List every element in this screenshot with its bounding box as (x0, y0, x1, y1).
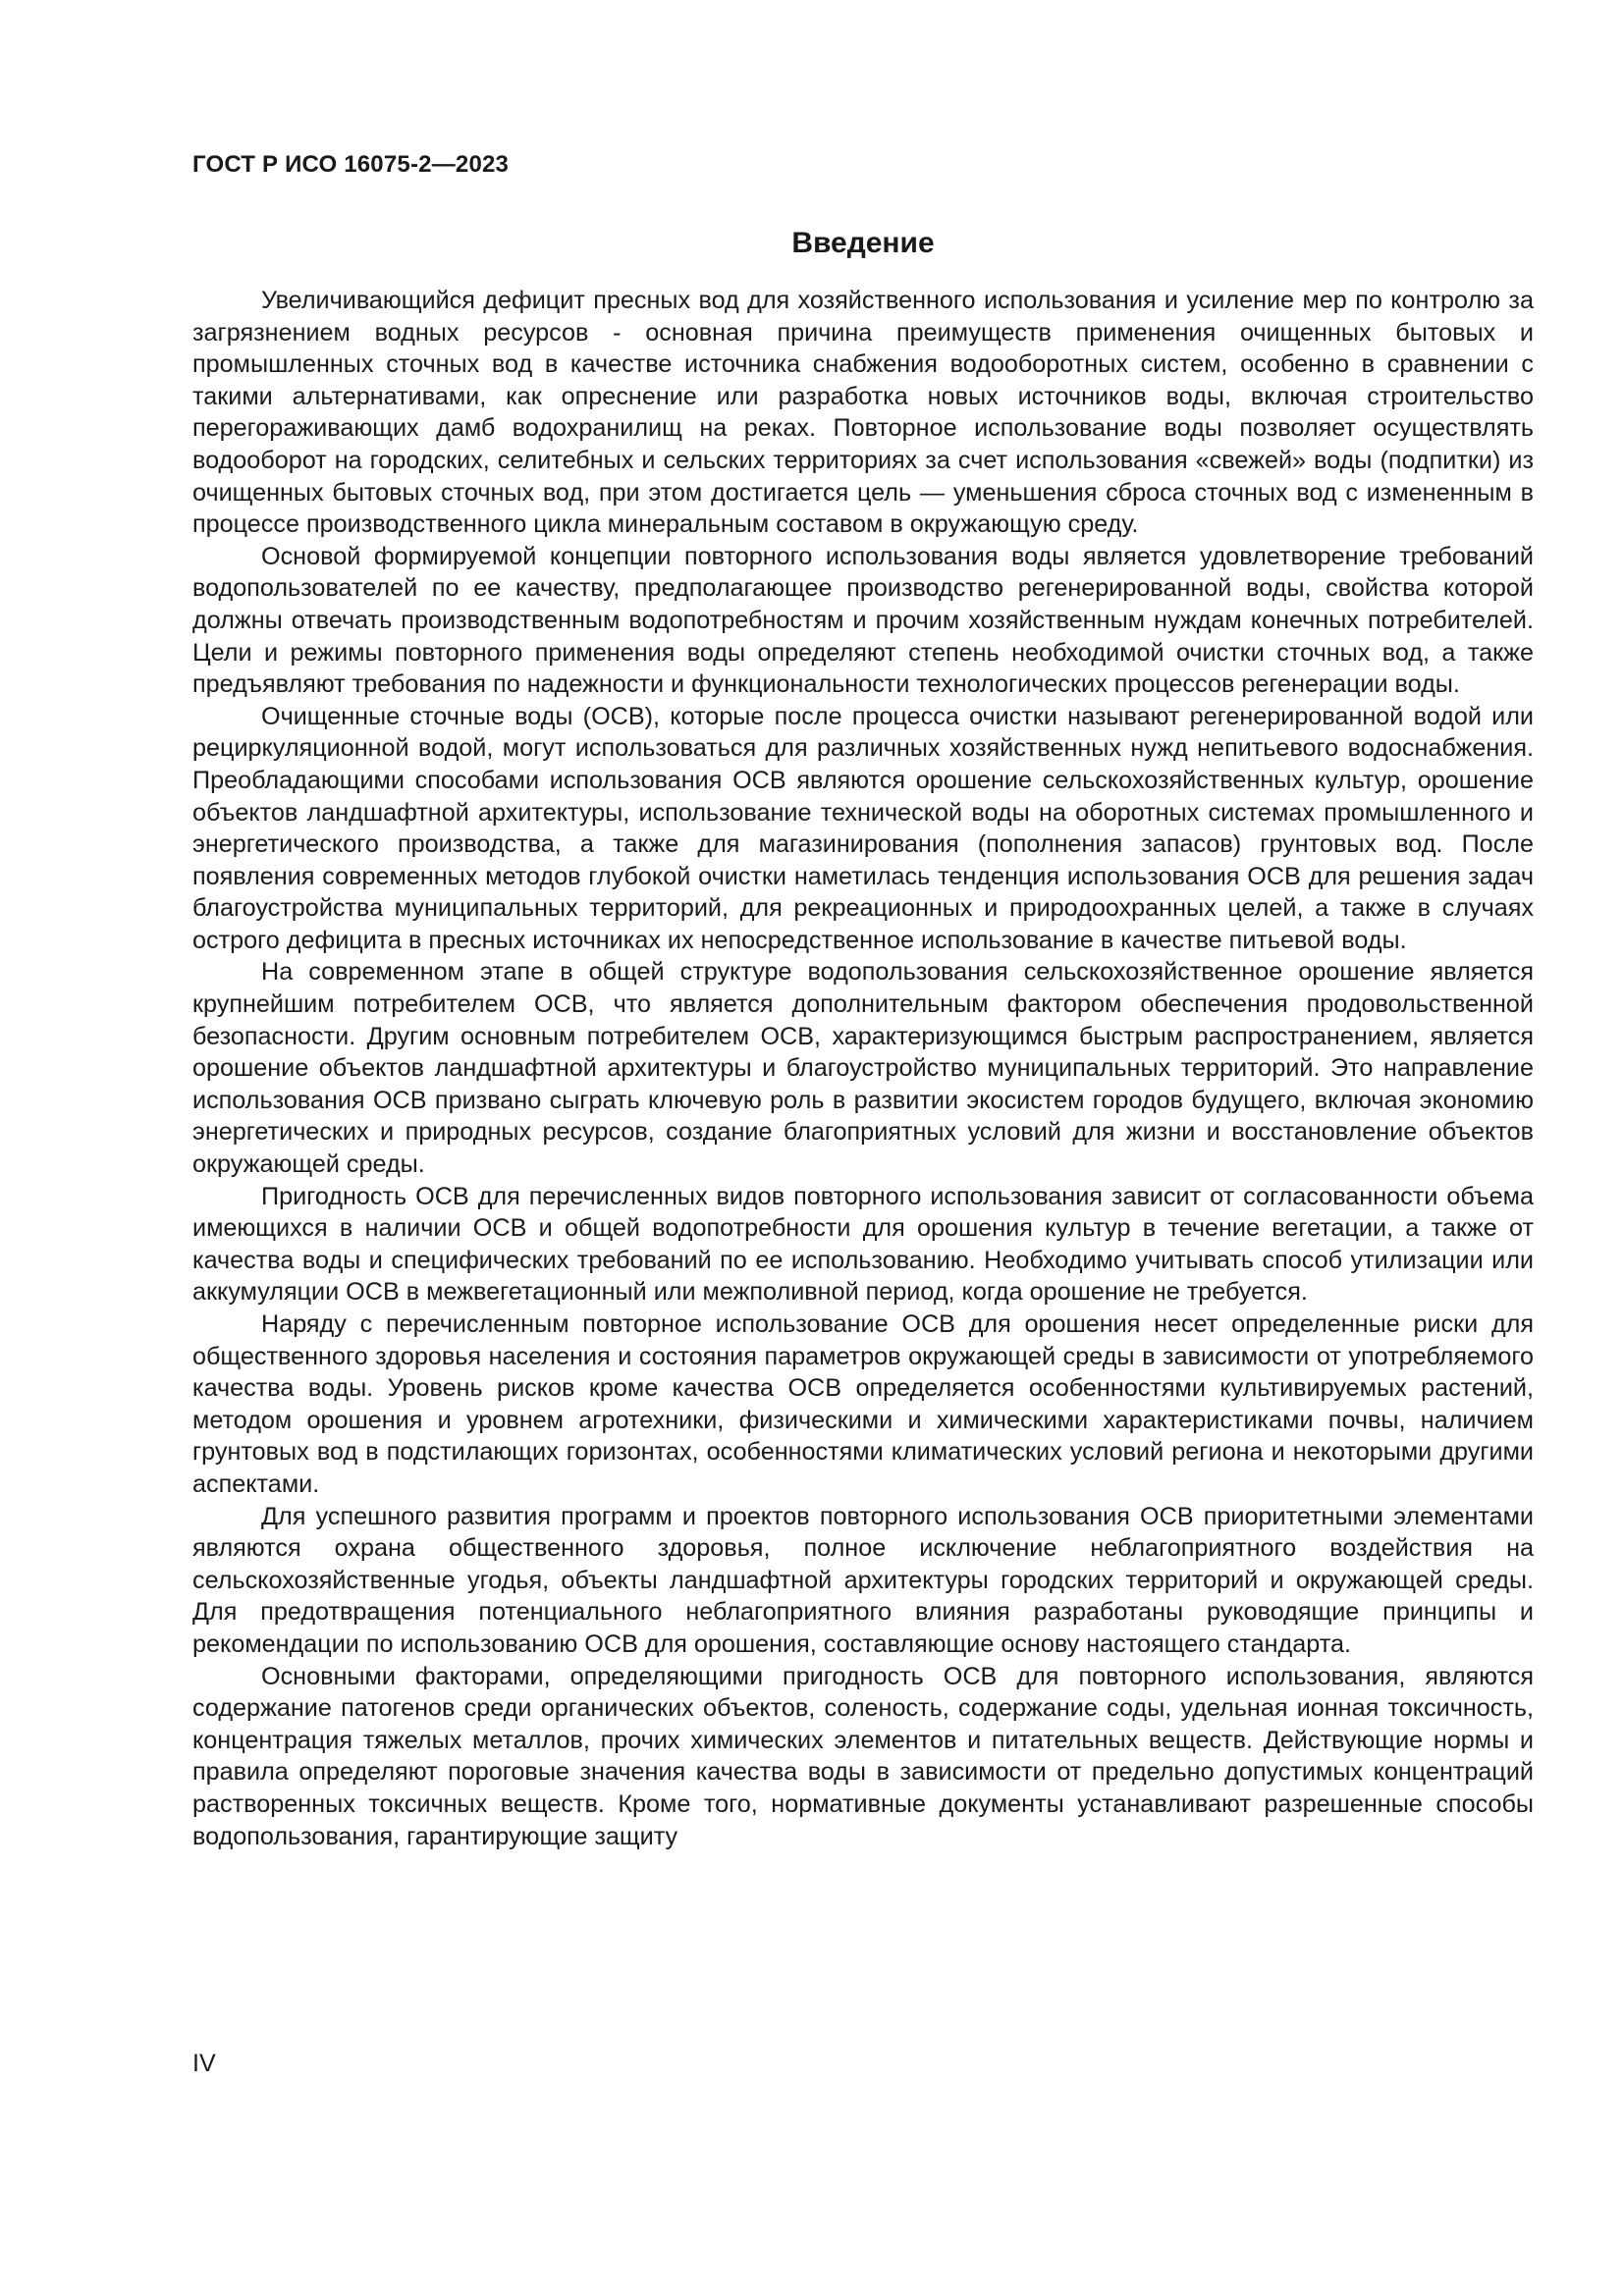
paragraph: Основными факторами, определяющими пригодность ОСВ для повторного использования, являются содержание патогенов среди органических объектов, соленость, содержание соды, удельная ионная токсичность, концентрация тяжелых металлов, прочих химических элементов и питательных веществ. Действующие нормы и правила определяют пороговые значения качества воды в зависимости от предельно допустимых концентраций растворенных токсичных веществ. Кроме того, нормативные документы устанавливают разрешенные способы водопользования, гарантирующие защиту (192, 1662, 1534, 1850)
document-header: ГОСТ Р ИСО 16075-2—2023 (192, 151, 510, 178)
paragraph: Очищенные сточные воды (ОСВ), которые после процесса очистки называют регенерированной водой или рециркуляционной водой, могут использоваться для различных хозяйственных нужд непитьевого водоснабжения. Преобладающими способами использования ОСВ являются орошение сельскохозяйственных культур, орошение объектов ландшафтной архитектуры, использование технической воды на оборотных системах промышленного и энергетического производства, а также для магазинирования (пополнения запасов) грунтовых вод. После появления современных методов глубокой очистки наметилась тенденция использования ОСВ для решения задач благоустройства муниципальных территорий, для рекреационных и природоохранных целей, а также в случаях острого дефицита в пресных источниках их непосредственное использование в качестве питьевой воды. (192, 702, 1534, 954)
paragraph: Увеличивающийся дефицит пресных вод для хозяйственного использования и усиление мер по контролю за загрязнением водных ресурсов - основная причина преимуществ применения очищенных бытовых и промышленных сточных вод в качестве источника снабжения водооборотных систем, особенно в сравнении с такими альтернативами, как опреснение или разработка новых источников воды, включая строительство перегораживающих дамб водохранилищ на реках. Повторное использование воды позволяет осуществлять водооборот на городских, селитебных и сельских территориях за счет использования «свежей» воды (подпитки) из очищенных бытовых сточных вод, при этом достигается цель — уменьшения сброса сточных вод с измененным в процессе производственного цикла минеральным составом в окружающую среду. (192, 287, 1534, 539)
page-number: IV (192, 2050, 216, 2077)
section-title: Введение (791, 227, 935, 259)
paragraph: Пригодность ОСВ для перечисленных видов повторного использования зависит от согласованности объема имеющихся в наличии ОСВ и общей водопотребности для орошения культур в течение вегетации, а также от качества воды и специфических требований по ее использованию. Необходимо учитывать способ утилизации или аккумуляции ОСВ в межвегетационный или межполивной период, когда орошение не требуется. (192, 1182, 1534, 1307)
paragraph: Основой формируемой концепции повторного использования воды является удовлетворение требований водопользователей по ее качеству, предполагающее производство регенерированной воды, свойства которой должны отвечать производственным водопотребностям и прочим хозяйственным нуждам конечных потребителей. Цели и режимы повторного применения воды определяют степень необходимой очистки сточных вод, а также предъявляют требования по надежности и функциональности технологических процессов регенерации воды. (192, 542, 1534, 699)
body-text (192, 285, 1534, 1852)
paragraph: Для успешного развития программ и проектов повторного использования ОСВ приоритетными элементами являются охрана общественного здоровья, полное исключение неблагоприятного воздействия на сельскохозяйственные угодья, объекты ландшафтной архитектуры городских территорий и окружающей среды. Для предотвращения потенциального неблагоприятного влияния разработаны руководящие принципы и рекомендации по использованию ОСВ для орошения, составляющие основу настоящего стандарта. (192, 1502, 1534, 1658)
paragraph: На современном этапе в общей структуре водопользования сельскохозяйственное орошение является крупнейшим потребителем ОСВ, что является дополнительным фактором обеспечения продовольственной безопасности. Другим основным потребителем ОСВ, характеризующимся быстрым распространением, является орошение объектов ландшафтной архитектуры и благоустройство муниципальных территорий. Это направление использования ОСВ призвано сыграть ключевую роль в развитии экосистем городов будущего, включая экономию энергетических и природных ресурсов, создание благоприятных условий для жизни и восстановление объектов окружающей среды. (192, 958, 1534, 1179)
paragraph: Наряду с перечисленным повторное использование ОСВ для орошения несет определенные риски для общественного здоровья населения и состояния параметров окружающей среды в зависимости от употребляемого качества воды. Уровень рисков кроме качества ОСВ определяется особенностями культивируемых растений, методом орошения и уровнем агротехники, физическими и химическими характеристиками почвы, наличием грунтовых вод в подстилающих горизонтах, особенностями климатических условий региона и некоторыми другими аспектами. (192, 1310, 1534, 1498)
